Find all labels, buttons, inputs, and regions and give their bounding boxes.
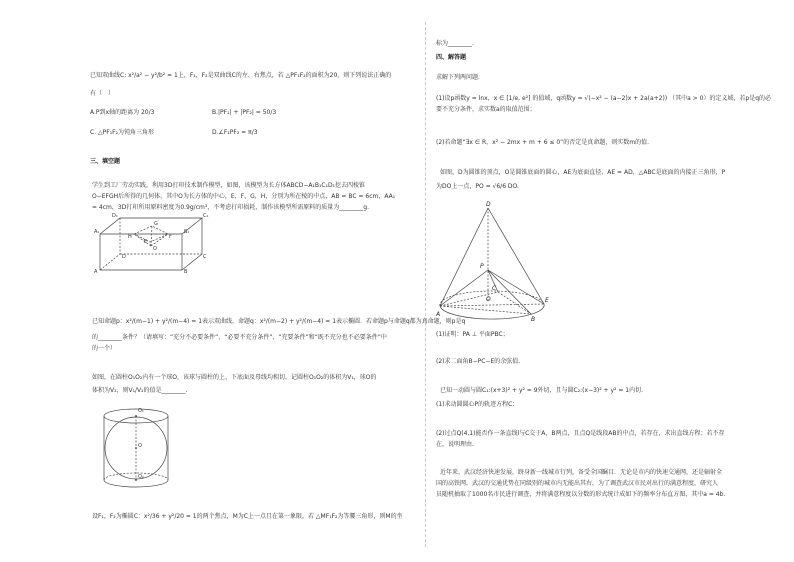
label-f: F	[169, 234, 172, 240]
diameter-ae	[440, 304, 544, 306]
q2-line3: = 4cm，3D打印所用原料密度为0.9g/cm³，不考虑打印损耗，制作该模型所需原料的质量为________g.	[92, 204, 369, 211]
q7-sub2: (2)求二面角B−PC−E的余弦值.	[436, 358, 521, 365]
label-o: O	[153, 246, 157, 252]
q3-line2: 的________条件？（请填写：“充分不必要条件”、“必要不充分条件”、“充要条件”和“既不充分也不必要条件”中	[92, 334, 387, 341]
label-o2: O₂	[138, 474, 144, 480]
q7-line1: 如图，D为圆锥的顶点，O是圆锥底面的圆心，AE为底面直径，AE = AD，△ABC是底面的内接正三角形，P	[440, 169, 726, 176]
q1-option-d: D.∠F₁PF₂ = π/3	[212, 129, 258, 136]
cylinder-bottom-front	[104, 480, 168, 487]
q5-continuation: 标为________.	[436, 40, 474, 47]
label-d1: D₁	[112, 213, 118, 219]
q4-line2: 体积为V₂，则V₁/V₂的值是________.	[92, 387, 188, 394]
pyramid-edge-3	[151, 234, 168, 246]
q6-intro: 求解下列两问题.	[436, 74, 480, 81]
column-divider	[425, 22, 426, 547]
q9-line3: 员随机抽取了1000名市民进行调查，并将满意程度以分数的形式统计成如下的频率分布直方图，其中a = 4b.	[436, 491, 726, 498]
label-e: E	[545, 297, 549, 304]
q8-sub2: (2)过点Q(4,1)能否作一条直线l与C交于A，B两点，且点Q是线段AB的中点，若存在，求出直线方程；若不存	[436, 430, 725, 437]
label-h: H	[128, 234, 132, 240]
pyramid-edge-2	[151, 226, 152, 246]
q8-sub1: (1)求动圆圆心P的轨迹方程C；	[436, 401, 519, 408]
label-a1: A₁	[94, 229, 100, 235]
q4-line1: 如图，在圆柱O₁O₂内有一个球O，该球与圆柱的上、下底面及母线均相切，记圆柱O₁O₂的体积为V₁，球O的	[92, 374, 377, 381]
label-c1: C₁	[203, 213, 209, 219]
label-c: C	[203, 254, 207, 260]
cone-figure	[434, 198, 554, 322]
q8-line1: 已知一动圆与圆C₁:(x+3)² + y² = 9外切，且与圆C₂:(x−3)² + y² = 1内切.	[440, 387, 644, 394]
label-b: B	[531, 316, 536, 322]
q1-option-b: B.|PF₁| + |PF₂| = 50/3	[212, 109, 277, 116]
q6-part1-cont: 要不充分条件，求实数a的取值范围；	[436, 106, 536, 113]
q8-sub2-cont: 在，说明理由.	[436, 441, 474, 448]
label-o: O	[138, 443, 142, 449]
segment-pa	[440, 270, 488, 306]
label-o: O	[486, 296, 491, 303]
label-d: D	[122, 254, 126, 260]
q1-stem: 已知双曲线C: x²/a² − y²/b² = 1上，F₁，F₂是双曲线C的左、右焦点，若 △PF₁F₂的面积为20，则下列说法正确的	[90, 72, 392, 79]
label-e: E	[144, 239, 148, 245]
q3-line1: 已知命题p：x²/(m−1) + y²/(m−4) = 1表示双曲线，命题q：x²/(m−2) + y²/(m−4) = 1表示椭圆．若命题p与命题q都为真命题，则p是q	[92, 318, 466, 325]
section-fill-in-heading: 三、填空题	[90, 158, 121, 165]
q5-line1: 设F₁，F₂为椭圆C：x²/36 + y²/20 = 1的两个焦点，M为C上一点且在第一象限，若 △MF₁F₂为等腰三角形，则M的坐	[92, 513, 403, 520]
label-a: A	[436, 311, 441, 318]
segment-cb	[498, 292, 531, 314]
q7-line2: 为DO上一点，PO = √6/6 DO.	[436, 183, 519, 190]
q1-stem-cont: 有（ ）	[90, 90, 115, 97]
label-g: G	[154, 221, 158, 227]
q1-option-a: A.P到x轴的距离为 20/3	[90, 109, 155, 116]
section-answer-heading: 四、解答题	[436, 54, 467, 61]
q3-line3: 的一个）	[92, 345, 117, 352]
cylinder-sphere-figure	[96, 400, 178, 498]
q9-line1: 近年来，武汉经济快速发展，跻身新一线城市行列，备受全国瞩目．无论是市内的快速交通网，还是辐射全	[440, 469, 723, 476]
q2-line2: O−EFGH后所得的几何体，其中O为长方体的中心，E，F，G，H，分别为所在棱的中点，AB = BC = 6cm，AA₁	[92, 193, 396, 200]
label-b: B	[184, 269, 188, 274]
cone-right-generatrix	[488, 208, 544, 304]
q6-part1: (1)设p函数y = lnx，x ∈ [1/e, e²] 的值域，q函数y = √(−x² − (a−2)x + 2a(a+2)) （其中a > 0）的定义域，若p是q的必	[436, 95, 772, 102]
cuboid-figure	[92, 212, 214, 274]
label-p: P	[480, 263, 484, 270]
segment-ab	[440, 306, 531, 314]
q9-line2: 国的高铁网，武汉的交通优势在同级别的城市内无能出其右，为了调查武汉市民对出行的满意程度，研究人	[436, 480, 719, 487]
label-a: A	[94, 269, 98, 274]
label-b1: B₁	[184, 229, 190, 235]
label-d: D	[486, 201, 491, 208]
pyramid-edge-1	[134, 234, 151, 246]
q1-option-c: C. △PF₁F₂为钝角三角形	[90, 129, 154, 136]
q7-sub1: (1)证明：PA ⊥ 平面PBC；	[436, 331, 509, 338]
label-c: C	[492, 285, 497, 292]
q2-line1: 学生到工厂劳动实践，利用3D打印技术制作模型，如图，该模型为长方体ABCD−A₁B₁C₁D₁挖去四棱锥	[92, 182, 366, 189]
q6-part2: (2)若命题“∃x ∈ R，x² − 2mx + m + 6 ≤ 0”的否定是真命题，则实数m的值.	[436, 139, 650, 146]
label-o1: O₁	[138, 408, 144, 414]
